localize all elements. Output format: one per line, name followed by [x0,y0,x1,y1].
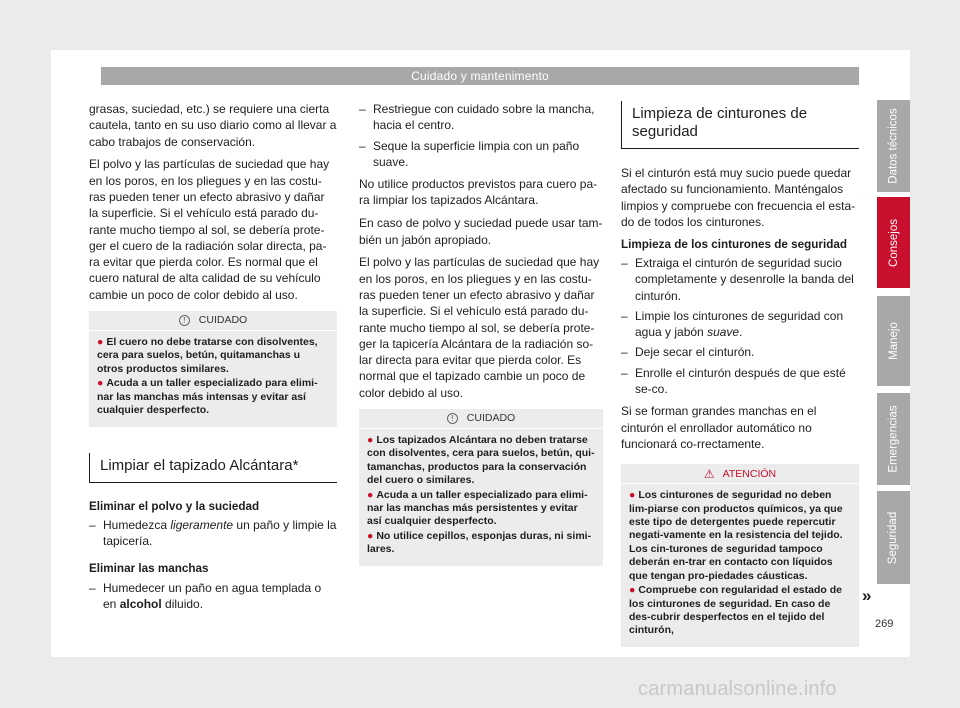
column-3 [621,101,859,647]
warning-box [621,464,859,646]
bullet-icon: ● [367,434,374,447]
list-item: – Limpie los cinturones de seguridad con agua y jabón suave. [621,308,859,341]
exclamation-icon: ! [447,413,458,424]
caution-header [359,409,603,429]
watermark: carmanualsonline.info [638,678,837,700]
caution-item: ● Acuda a un taller especializado para elimi-nar las manchas más intensas y evitar así cualquier desperfecto. [97,377,318,417]
page-header: Cuidado y mantenimento [101,67,859,85]
paragraph: El polvo y las partículas de suciedad que hay en los poros, en los pliegues y en las costu-ras pueden tener un efecto abrasivo y dañar la superficie. Si el vehículo está parado du-rante mucho tiempo al sol, se debería prote-ger el cuero de la radiación solar directa, pa-ra evitar que pierda color. Es normal que el cuero natural de alta calidad de su vehículo cambie un poco de color debido al uso. [89,157,330,302]
column-2 [359,101,603,576]
bullet-icon: ● [629,489,636,502]
paragraph: grasas, suciedad, etc.) se requiere una cierta cautela, tanto en su uso diario como al llevar a cabo trabajos de conservación. [89,102,337,149]
subheading: Eliminar el polvo y la suciedad [89,499,260,513]
list-item: – Restriegue con cuidado sobre la mancha, hacia el centro. [359,101,603,134]
tab-seguridad[interactable]: Seguridad [877,491,910,584]
caution-item: ● Los tapizados Alcántara no deben tratarse con disolventes, cera para suelos, betún, qui-tamanchas, productos para la conservación del cuero o similares. [367,434,595,487]
bullet-icon: ● [629,584,636,597]
warning-header [621,464,859,484]
subheading: Limpieza de los cinturones de seguridad [621,237,848,251]
paragraph: En caso de polvo y suciedad puede usar tam-bién un jabón apropiado. [359,216,603,247]
page-number: 269 [875,618,894,630]
bullet-icon: ● [97,336,104,349]
paragraph: Si se forman grandes manchas en el cinturón el enrollador automático no funcionará co-rrectamente. [621,404,817,451]
list-item: – Enrolle el cinturón después de que esté se-co. [621,365,859,398]
column-1 [89,101,337,616]
paragraph: Si el cinturón está muy sucio puede quedar afectado su funcionamiento. Manténgalos limpios y compruebe con frecuencia el esta-do de todos los cinturones. [621,166,856,229]
bullet-icon: ● [97,377,104,390]
paragraph: No utilice productos previstos para cuero pa-ra limpiar los tapizados Alcántara. [359,177,598,208]
bullet-icon: ● [367,529,374,542]
caution-item: ● Acuda a un taller especializado para elimi-nar las manchas más persistentes y evitar así cualquier desperfecto. [367,488,588,528]
section-title: Limpiar el tapizado Alcántara* [89,453,337,483]
caution-item: ● No utilice cepillos, esponjas duras, ni simi-lares. [367,529,592,556]
caution-title: CUIDADO [466,412,516,425]
caution-box [89,311,337,426]
bullet-icon: ● [367,488,374,501]
tab-emergencias[interactable]: Emergencias [877,393,910,485]
exclamation-icon: ! [179,315,190,326]
list-item: – Extraiga el cinturón de seguridad sucio completamente y desenrolle la banda del cinturón. [621,255,859,304]
list-item: – Humedezca ligeramente un paño y limpie la tapicería. [89,517,337,550]
list-item: – Humedecer un paño en agua templada o en alcohol diluido. [89,580,337,613]
caution-item: ● El cuero no debe tratarse con disolventes, cera para suelos, betún, quitamanchas u otros productos similares. [97,336,318,375]
list-item: – Seque la superficie limpia con un paño suave. [359,138,603,171]
warning-triangle-icon: ⚠ [703,466,715,481]
tab-datos-tecnicos[interactable]: Datos técnicos [877,100,910,192]
warning-title: ATENCIÓN [722,467,777,480]
subheading: Eliminar las manchas [89,562,209,576]
tab-consejos[interactable]: Consejos [877,197,910,288]
continue-icon: » [862,586,872,605]
caution-header [89,311,337,331]
paragraph: El polvo y las partículas de suciedad que hay en los poros, en los pliegues y en las costu-ras pueden tener un efecto abrasivo y dañar la superficie. Si el vehículo está parado du-rante mucho tiempo al sol, se debería prote-ger la tapicería Alcántara de la radiación so-lar directa para evitar que pierda color. Es normal que el tapizado cambie un poco de color debido al uso. [359,255,600,400]
caution-title: CUIDADO [198,314,248,327]
warning-item: ● Compruebe con regularidad el estado de los cinturones de seguridad. En caso de des-cubrir desperfectos en el tejido del cinturón, [629,584,842,637]
section-title: Limpieza de cinturones de seguridad [621,101,859,149]
tab-manejo[interactable]: Manejo [877,296,910,386]
caution-box [359,409,603,566]
list-item: – Deje secar el cinturón. [621,344,859,360]
warning-item: ● Los cinturones de seguridad no deben lim-piarse con productos químicos, ya que este tipo de detergentes puede repercutir negati-vamente en la resistencia del tejido. Los cin-turones de seguridad tampoco deberán en-trar en contacto con líquidos que tengan pro-piedades cáusticas. [629,489,843,582]
